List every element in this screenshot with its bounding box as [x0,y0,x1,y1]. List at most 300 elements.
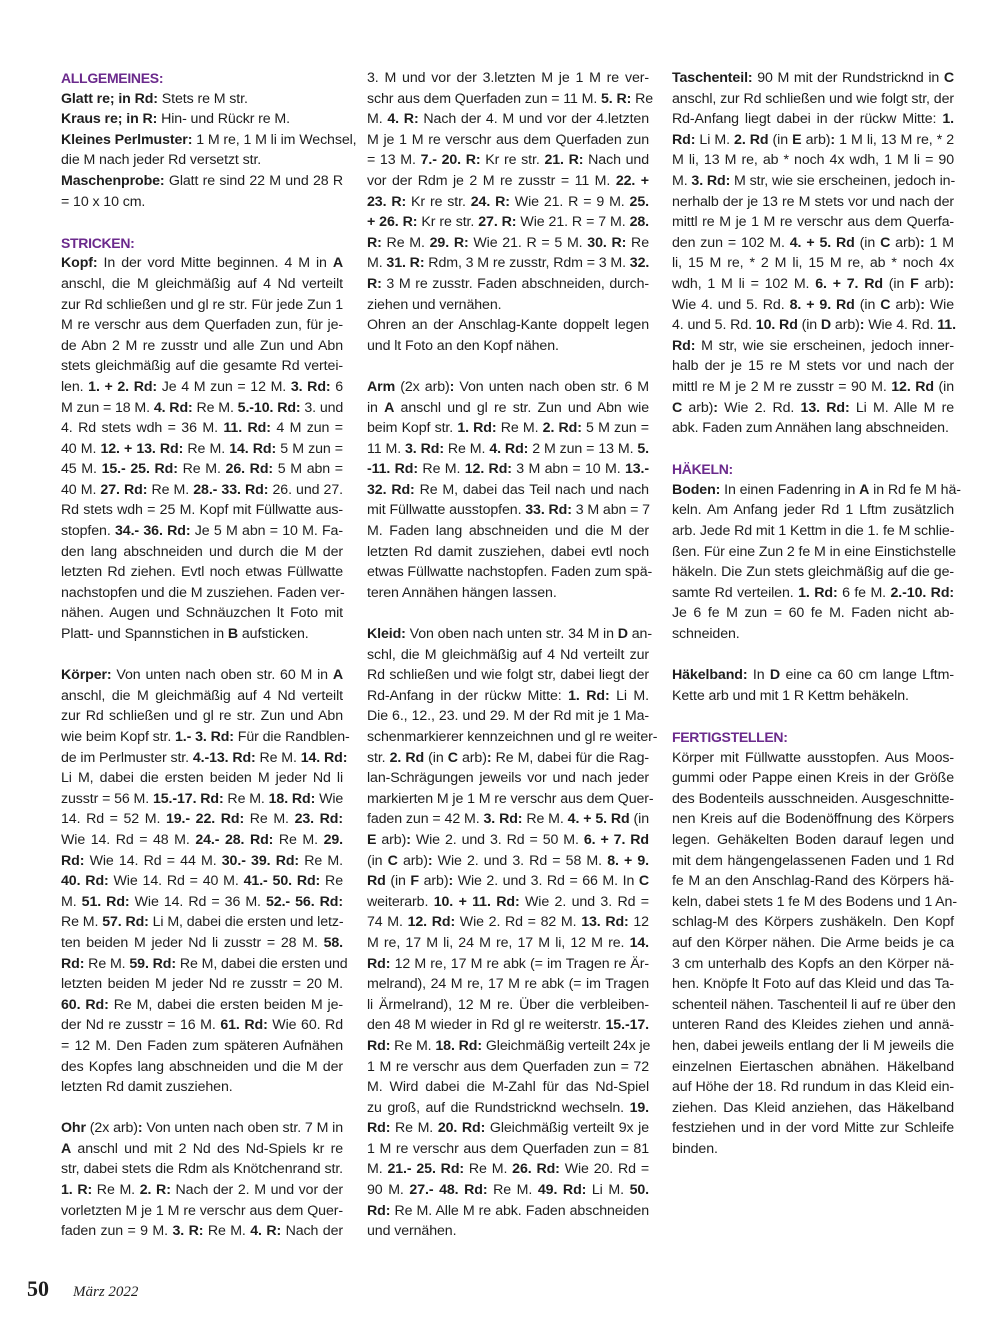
paragraph [61,665,350,1097]
bold-label: 2. Rd: [542,420,582,437]
text-line: M je 1 M re verschr aus dem Querfaden zun [367,131,649,148]
bold-label: Rd: [367,1037,391,1054]
bold-label: 5. [637,440,650,457]
text-line: -11. Rd: Re M. 12. Rd: 3 M abn = 10 M. 13.- [367,461,649,478]
text-line: Wie 14. Rd = 48 M. 24.- 28. Rd: Re M. 29. [61,831,343,848]
bold-label: 57. Rd: [102,914,149,931]
text-line: mit dem hängengelassenen Faden und 1 Rd [672,852,954,869]
bold-label: 3. Rd: [691,172,731,189]
bold-label: 29. R: [429,234,469,251]
paragraph-spacer [61,212,343,233]
text-line: unteren Rand des Kleides ziehen und annä- [672,1017,954,1034]
bold-label: 22. + [615,172,649,189]
text-line: M re, 17 M li, 24 M re, 17 M li, 12 M re. 14. [367,934,649,951]
bold-label: 4. + 5. Rd [567,811,630,828]
paragraph [61,89,343,110]
text-line: 90 M. 27.- 48. Rd: Re M. 49. Rd: Li M. 50. [367,1182,649,1199]
bold-label: 28. [629,214,649,231]
text-line: halb der je 15 re M stets vor und nach der [672,358,954,375]
text-line: zusstr = 56 M. 15.-17. Rd: Re M. 18. Rd: Wie [61,790,344,807]
text-line: (in C arb): Wie 2. und 3. Rd = 58 M. 8. + 9. [367,852,650,869]
text-line: in A anschl und gl re str. Zun und Abn wie [367,399,649,416]
text-line: 60. Rd: Re M, dabei die ersten beiden M je- [61,996,343,1013]
bold-label: Kopf: [61,255,98,272]
bold-label: C [638,873,650,890]
text-line: lan-Schrägungen jeweils vor und nach jeder [367,770,649,787]
text-line: M. Faden lang abschneiden und die M der [367,523,649,540]
bold-label: 12. Rd: [407,914,456,931]
bold-label: 15.-17. [605,1017,649,1034]
text-line: arb. Jede Rd mit 1 Kettm in die 1. fe M schlie- [672,523,955,540]
bold-label: D [769,667,781,684]
text-line: letzten beiden M jeder Nd re zusstr = 20 M. [61,976,343,993]
text-line: faden zun = 42 M. 3. Rd: Re M. 4. + 5. Rd (in [367,811,649,828]
text-line: nachstopfen und die M zusziehen. Faden ver- [61,584,345,601]
bold-label: Maschenprobe: [61,172,165,189]
bold-label: : [949,275,955,292]
bold-label: : [448,873,454,890]
bold-label: Rd: [61,852,85,869]
text-line: E arb): Wie 2. und 3. Rd = 50 M. 6. + 7. Rd [367,831,649,848]
bold-label: 13.- [624,461,649,478]
text-line: anschl, die M gleichmäßig auf 4 Nd verteilt [61,275,343,292]
paragraph [367,68,654,315]
paragraph [61,109,343,130]
bold-label: 1.- 3. Rd: [175,729,234,745]
text-line: vorletzten M je 1 M re verschr aus dem Quer- [61,1202,343,1219]
bold-label: 4. R: [250,1223,282,1240]
text-line: li, 15 M re, * 2 M li, 15 M re, ab * noch 4x [672,255,954,272]
text-line: Häkelband: In D eine ca 60 cm lange Lftm- [672,667,954,684]
bold-label: A [384,399,395,416]
text-line: 1 M re verschr aus dem Querfaden zun = 72 [367,1058,649,1075]
bold-label: 4.-13. Rd: [192,749,256,766]
bold-label: 27.- 48. Rd: [409,1182,488,1199]
bold-label: 6. + 7. Rd [815,275,883,292]
bold-label: 4. + 5. Rd [789,234,855,251]
bold-label: 2. R: [139,1182,171,1199]
text-line: schneiden. [672,626,740,643]
bold-label: 23. Rd: [294,811,343,828]
text-line: Rd: 12 M re, 17 M re abk (= im Tragen re Är- [367,955,649,972]
text-line: + 26. R: Kr re str. 27. R: Wie 21. R = 7 M. 28. [367,214,649,231]
bold-label: 1. [942,111,954,128]
paragraph [61,130,357,171]
text-line: schenteil nähen. Taschenteil li auf re über den [672,996,956,1013]
bold-label: C [943,70,954,86]
bold-label: Rd [367,873,386,890]
bold-label: + 26. R: [367,214,418,231]
bold-label: 3. Rd: [483,811,523,828]
bold-label: 31. R: [386,255,425,272]
text-line: Rd: Re M. 18. Rd: Gleichmäßig verteilt 24x je [367,1037,651,1054]
text-line: 32. Rd: Re M, dabei das Teil nach und nach [367,481,649,498]
bold-label: 33. Rd: [525,502,572,519]
text-line: 3. M und vor der 3.letzten M je 1 M re ver- [367,70,649,86]
text-line: Rd: Wie 14. Rd = 44 M. 30.- 39. Rd: Re M. [61,852,343,869]
text-line: A anschl und mit 2 Nd des Nd-Spiels kr re [61,1140,343,1157]
text-line: schl, die M gleichmäßig auf 4 Nd verteilt zur [367,646,649,663]
text-line: Taschenteil: 90 M mit der Rundstricknd in C [672,70,954,86]
bold-label: C [672,399,683,416]
bold-label: 3. R: [172,1223,204,1240]
bold-label: 26. Rd: [512,1161,560,1178]
text-line: weiterarb. 10. + 11. Rd: Wie 2. und 3. Rd = [367,893,649,910]
bold-label: Taschenteil: [672,70,753,86]
bold-label: 8. + 9. [607,852,650,869]
bold-label: 11. [937,317,956,334]
bold-label: A [332,667,343,684]
paragraph [672,480,961,645]
bold-label: 1. Rd: [798,584,838,601]
bold-label: 1. Rd: [568,687,610,704]
text-line: M li, 13 M re, ab * noch 4x wdh, 1 M li = 90 [672,152,954,169]
text-line: 74 M. 12. Rd: Wie 2. Rd = 82 M. 13. Rd: 12 [367,914,649,931]
bold-label: 20. Rd: [437,1120,486,1137]
bold-label: : [859,317,865,334]
section-heading: STRICKEN: [61,234,135,251]
paragraph [61,1118,343,1242]
text-line: Körper: Von unten nach oben str. 60 M in A [61,667,343,684]
text-line: Platt- und Spannstichen in B aufsticken. [61,626,309,643]
text-line: li Ärmelrand), 12 M re. Über die verbleiben- [367,996,649,1013]
text-line: M. 4. R: Nach der 4. M und vor der 4.letzten [367,111,650,128]
text-line: M re verschr aus dem Querfaden zun, für je- [61,317,343,334]
bold-label: 6. + 7. Rd [583,831,649,848]
bold-label: : [713,399,718,416]
text-line: markierten M je 1 M re verschr aus dem Quer- [367,790,654,807]
bold-label: Rd: [367,1120,391,1137]
bold-label: 1. R: [61,1182,93,1199]
bold-label: Kleines Perlmuster: [61,131,193,148]
text-line: str, dabei stets die Rdm als Knötchenrand str. [61,1161,343,1178]
text-line: M. 21.- 25. Rd: Re M. 26. Rd: Wie 20. Rd = [367,1161,650,1178]
bold-label: : [427,852,433,869]
text-line: 4. Rd stets wdh = 36 M. 11. Rd: 4 M zun = [61,420,343,437]
text-line: auf Höhe der 18. Rd rundum in das Kleid ein- [672,1079,954,1096]
section-heading: ALLGEMEINES: [61,70,164,86]
text-line: Glatt re; in Rd: Stets re M str. [61,90,248,107]
text-line: den 48 M wieder in Rd gl re weiterstr. 15.-17. [367,1017,649,1034]
bold-label: 59. Rd: [129,955,176,972]
paragraph [61,253,343,644]
text-line: auf den Körper nähen. Die Arme beids je ca [672,934,954,951]
bold-label: 19.- 22. Rd: [165,811,245,828]
text-line: den zun = 102 M. 4. + 5. Rd (in C arb): 1 M [672,234,954,251]
bold-label: 21. R: [544,152,584,169]
column-3 [672,68,961,1159]
bold-label: : [137,1120,143,1137]
text-line: letzten Rd damit zusziehen. [61,1079,233,1096]
bold-label: E [367,831,377,848]
text-line: mit Füllwatte ausstopfen. 33. Rd: 3 M abn = 7 [367,502,650,519]
page-footer [27,1276,138,1302]
bold-label: 12. Rd: [464,461,512,478]
bold-label: C [447,749,458,766]
text-line: mittl re M je 2 M re zusstr = 90 M. 12. Rd (in [672,378,955,395]
text-line: Rd-Anfang liegt dabei in der rückw Mitte: 1. [672,111,954,128]
text-line: Boden: In einen Fadenring in A in Rd fe M hä- [672,481,961,498]
text-line: = 12 M. Den Faden zum späteren Aufnähen [61,1037,343,1054]
text-line: C arb): Wie 2. Rd. 13. Rd: Li M. Alle M re [672,399,954,416]
text-line: 4. und 5. Rd. 10. Rd (in D arb): Wie 4. Rd. 11. [672,317,956,334]
bold-label: Arm [367,378,396,395]
text-line: nähen. Augen und Schnäuzchen lt Foto mit [61,605,343,622]
text-line: Kette arb und mit 1 R Kettm behäkeln. [672,687,909,704]
bold-label: A [332,255,343,272]
bold-label: Rd: [61,955,85,972]
text-line: Wie 4. und 5. Rd. 8. + 9. Rd (in C arb): Wie [672,296,955,313]
bold-label: 12. Rd [891,378,934,395]
text-line: fe M an den Anschlag-Rand des Körpers hä- [672,873,954,890]
bold-label: 2. Rd [734,131,769,148]
text-line: 23. R: Kr re str. 24. R: Wie 21. R = 9 M. 25. [367,193,649,210]
bold-label: 1. + 2. Rd: [88,378,158,395]
paragraph [672,68,954,439]
bold-label: 41.- 50. Rd: [243,873,321,890]
bold-label: 21.- 25. Rd: [387,1161,465,1178]
text-line: Rd: Re M. 20. Rd: Gleichmäßig verteilt 9x je [367,1120,649,1137]
bold-label: 4. Rd: [153,399,193,416]
text-line: des Bodenteils ausschneiden. Ausgeschnitte- [672,790,954,807]
text-line: schr aus dem Querfaden zun = 11 M. 5. R: Re [367,90,654,107]
text-line: keln. Am Anfang jeder Rd 1 Lftm zusätzlich [672,502,954,519]
paragraph-spacer [367,603,649,624]
text-line: str. 2. Rd (in C arb): Re M, dabei für die Rag- [367,749,650,766]
bold-label: 4. Rd: [489,440,529,457]
bold-label: : [919,234,925,251]
bold-label: Rd: [672,131,696,148]
text-line: letzten Rd ziehen. Evtl noch etwas Füllwatte [61,564,343,581]
text-line: anschl, zur Rd schließen und wie folgt str, der [672,90,954,107]
bold-label: 24. R: [470,193,510,210]
text-line: Rd: Re M. 59. Rd: Re M, dabei die ersten und [61,955,348,972]
text-line: 11 M. 3. Rd: Re M. 4. Rd: 2 M zun = 13 M. 5. [367,440,650,457]
bold-label: Rd: [672,337,696,354]
column-1 [61,68,357,1242]
bold-label: Boden: [672,481,721,498]
bold-label: 40. Rd: [61,873,109,890]
paragraph [367,624,658,1242]
text-line: hen, dabei jeweils entlang der li M jeweils die [672,1037,954,1054]
text-line: einzelnen Eiertaschen abnähen. Häkelband [672,1058,954,1075]
text-line: len. 1. + 2. Rd: Je 4 M zun = 12 M. 3. Rd: 6 [61,378,344,395]
text-line: der Nd re zusstr = 16 M. 61. Rd: Wie 60. Rd [61,1017,343,1034]
bold-label: 2.-10. Rd: [890,584,955,601]
bold-label: 26. Rd: [225,461,274,478]
bold-label: 27. R: [478,214,517,231]
text-line: 1. R: Re M. 2. R: Nach der 2. M und vor der [61,1182,343,1199]
issue-date: März 2022 [73,1284,139,1300]
text-line: M. 51. Rd: Wie 14. Rd = 36 M. 52.- 56. Rd: [61,893,343,910]
text-line: Arm (2x arb): Von unten nach oben str. 6 M [367,378,649,395]
text-line: M zun = 18 M. 4. Rd: Re M. 5.-10. Rd: 3. und [61,399,344,416]
text-line: M. 31. R: Rdm, 3 M re zusstr, Rdm = 3 M. 32. [367,255,650,272]
bold-label: 24.- 28. Rd: [195,831,274,848]
text-line: gummi oder Pappe einen Kreis in der Größe [672,770,954,787]
bold-label: 13. Rd: [581,914,629,931]
text-line: wie beim Kopf str. 1.- 3. Rd: Für die Randblen- [61,729,350,745]
bold-label: 3. Rd: [405,440,444,457]
bold-label: 11. Rd: [223,420,271,437]
bold-label: 58. [323,934,343,951]
text-line: teren Annähen hängen lassen. [367,584,557,601]
bold-label: 34.- 36. Rd: [115,523,191,540]
text-line: Ohren an der Anschlag-Kante doppelt legen [367,317,649,334]
bold-label: C [880,234,891,251]
text-line: Rd-Anfang in der rückw Mitte: 1. Rd: Li M. [367,687,649,704]
text-line: mittl re M je 1 M re verschr aus dem Querfa- [672,214,954,231]
bold-label: 12. + 13. Rd: [100,440,184,457]
bold-label: : [830,131,836,148]
page-number: 50 [27,1276,49,1301]
text-line: Re M. 57. Rd: Li M, dabei die ersten und letz- [61,914,344,931]
text-line: binden. [672,1140,718,1157]
text-line: keln, dabei stets 1 fe M des Bodens und 1 An- [672,893,957,910]
text-line: stopfen. 34.- 36. Rd: Je 5 M abn = 10 M. Fa- [61,523,343,540]
bold-label: 13. Rd: [800,399,850,416]
text-line: anschl, die M gleichmäßig auf 4 Nd verteilt [61,687,343,704]
bold-label: 60. Rd: [61,996,109,1013]
bold-label: 61. Rd: [220,1017,268,1034]
text-line: 45 M. 15.- 25. Rd: Re M. 26. Rd: 5 M abn = [61,461,343,478]
bold-label: : [449,378,455,395]
section-heading: FERTIGSTELLEN: [672,729,788,745]
text-line: und vernähen. [367,1223,457,1240]
text-line: und lt Foto an den Kopf nähen. [367,337,559,354]
text-line: legen. Gehäkelten Boden darauf legen und [672,831,954,848]
text-line: nen Kreis auf die Bodenöffnung des Körpers [672,811,954,828]
bold-label: 10. Rd [755,317,798,334]
text-line: Ohr (2x arb): Von unten nach oben str. 7 M in [61,1120,343,1137]
bold-label: Rd: [367,955,391,972]
text-line: Rd: M str, wie sie erscheinen, jedoch inner- [672,337,954,354]
text-line: samte Rd verteilen. 1. Rd: 6 fe M. 2.-10. Rd: [672,584,955,601]
text-line: Je 6 fe M zun = 60 fe M. Faden nicht ab- [672,605,954,622]
bold-label: 7.- 20. R: [420,152,481,169]
text-line: wdh, 1 M li = 102 M. 6. + 7. Rd (in F arb): [672,275,955,292]
bold-label: : [486,749,492,766]
bold-label: 5.-10. Rd: [237,399,301,416]
bold-label: 51. Rd: [81,893,130,910]
text-line: 40 M. 27. Rd: Re M. 28.- 33. Rd: 26. und 27. [61,481,343,498]
bold-label: 32. Rd: [367,481,415,498]
text-line: 3 cm unterhalb des Kopfs an den Körper nä- [672,955,954,972]
bold-label: 5. R: [601,90,632,107]
bold-label: F [910,275,919,292]
text-line: 14. Rd = 52 M. 19.- 22. Rd: Re M. 23. Rd: [61,811,343,828]
text-line: Rd (in F arb): Wie 2. und 3. Rd = 66 M. In C [367,873,650,890]
text-line: häkeln. Die Zun stets gleichmäßig auf die ge- [672,564,954,581]
bold-label: -11. Rd: [367,461,419,478]
bold-label: 3. Rd: [290,378,331,395]
text-line: Rd: Li M. 2. Rd (in E arb): 1 M li, 13 M re, * 2 [672,131,954,148]
text-line: de im Perlmuster str. 4.-13. Rd: Re M. 14. Rd: [61,749,348,766]
text-line: abk. Faden zum Annähen lang abschneiden. [672,420,949,437]
bold-label: 14. [629,934,649,951]
text-line: festziehen und in der vord Mitte zur Schleife [672,1120,954,1137]
bold-label: 18. Rd: [435,1037,482,1054]
text-line: Rd: Re M. Alle M re abk. Faden abschneiden [367,1202,649,1219]
bold-label: D [820,317,832,334]
text-line: Körper mit Füllwatte ausstopfen. Aus Moos- [672,749,954,766]
text-line: Li M, dabei die ersten beiden M jeder Nd li [61,770,343,787]
bold-label: Rd: [367,1202,391,1219]
bold-label: Kleid: [367,626,406,643]
bold-label: 18. Rd: [268,790,316,807]
bold-label: Häkelband: [672,667,748,684]
bold-label: A [859,481,870,498]
text-line: = 10 x 10 cm. [61,193,146,210]
paragraph-spacer [61,645,343,666]
text-line: des Kopfes lang abschneiden und die M der [61,1058,343,1075]
text-line: hen. Knöpfe lt Foto auf das Kleid und das Ta- [672,976,954,993]
text-line: melrand), 24 M re, 17 M re abk (= im Tragen [367,976,649,993]
text-line: den lang abschneiden und durch die M der [61,543,343,560]
text-line: letzten Rd damit zusziehen, dabei evtl noch [367,543,649,560]
paragraph [367,377,653,604]
bold-label: 2. Rd [389,749,425,766]
text-line: etwas Füllwatte nachstopfen. Faden zum spä- [367,564,653,581]
bold-label: Kraus re; in R: [61,111,158,128]
text-line: zu groß, auf die Rundstricknd wechseln. 19. [367,1099,649,1116]
paragraph-spacer [672,645,954,666]
text-line: R: 3 M re zusstr. Faden abschneiden, durch- [367,275,649,292]
text-line: R: Re M. 29. R: Wie 21. R = 5 M. 30. R: Re [367,234,649,251]
bold-label: B [227,626,239,643]
text-line: de Abn 2 M re zusstr und alle Zun und Abn [61,337,343,354]
text-line: nerhalb der je 13 re M stets vor und nach der [672,193,954,210]
bold-label: 32. [629,255,650,272]
text-line: 1 M re verschr aus dem Querfaden zun = 81 [367,1140,649,1157]
bold-label: 27. Rd: [100,481,148,498]
bold-label: 50. [629,1182,649,1199]
bold-label: 28.- 33. Rd: [193,481,269,498]
paragraph-spacer [672,439,954,460]
text-line: 40 M. 12. + 13. Rd: Re M. 14. Rd: 5 M zun = [61,440,343,457]
bold-label: 25. [629,193,649,210]
text-line: Maschenprobe: Glatt re sind 22 M und 28 R [61,172,343,189]
text-line: ten beiden M jeder Nd li zusstr = 28 M. 58. [61,934,343,951]
text-line: faden zun = 9 M. 3. R: Re M. 4. R: Nach der [61,1223,343,1240]
text-line: zur Rd schließen und gl re str. Zun und Abn [61,708,343,725]
paragraph [367,315,649,356]
bold-label: C [387,852,398,869]
text-line: M. Wird dabei die M-Zahl für das Nd-Spiel [367,1079,649,1096]
bold-label: R: [367,234,382,251]
bold-label: 19. [629,1099,649,1116]
text-line: ziehen und vernähen. [367,296,502,313]
paragraph-spacer [61,1098,343,1119]
bold-label: E [792,131,802,148]
bold-label: 8. + 9. Rd [789,296,855,313]
bold-label: R: [367,275,382,292]
section-heading: HÄKELN: [672,461,733,478]
text-line: 40. Rd: Wie 14. Rd = 40 M. 41.- 50. Rd: Re [61,873,343,890]
text-line: vor der Rdm je 2 M re zusstr = 11 M. 22. + [367,172,649,189]
bold-label: 4. R: [387,111,419,128]
bold-label: 10. + 11. Rd: [433,893,520,910]
text-line: = 13 M. 7.- 20. R: Kr re str. 21. R: Nach und [367,152,649,169]
bold-label: D [617,626,628,643]
bold-label: Glatt re; in Rd: [61,90,158,107]
bold-label: 14. Rd: [229,440,277,457]
text-line: beim Kopf str. 1. Rd: Re M. 2. Rd: 5 M zun = [367,420,649,437]
bold-label: 29. [323,831,343,848]
text-line: Rd schließen und wie folgt str, dabei liegt der [367,667,649,684]
text-line: ßen. Für eine Zun 2 fe M in eine Einstichstelle [672,543,956,560]
column-2 [367,68,658,1242]
